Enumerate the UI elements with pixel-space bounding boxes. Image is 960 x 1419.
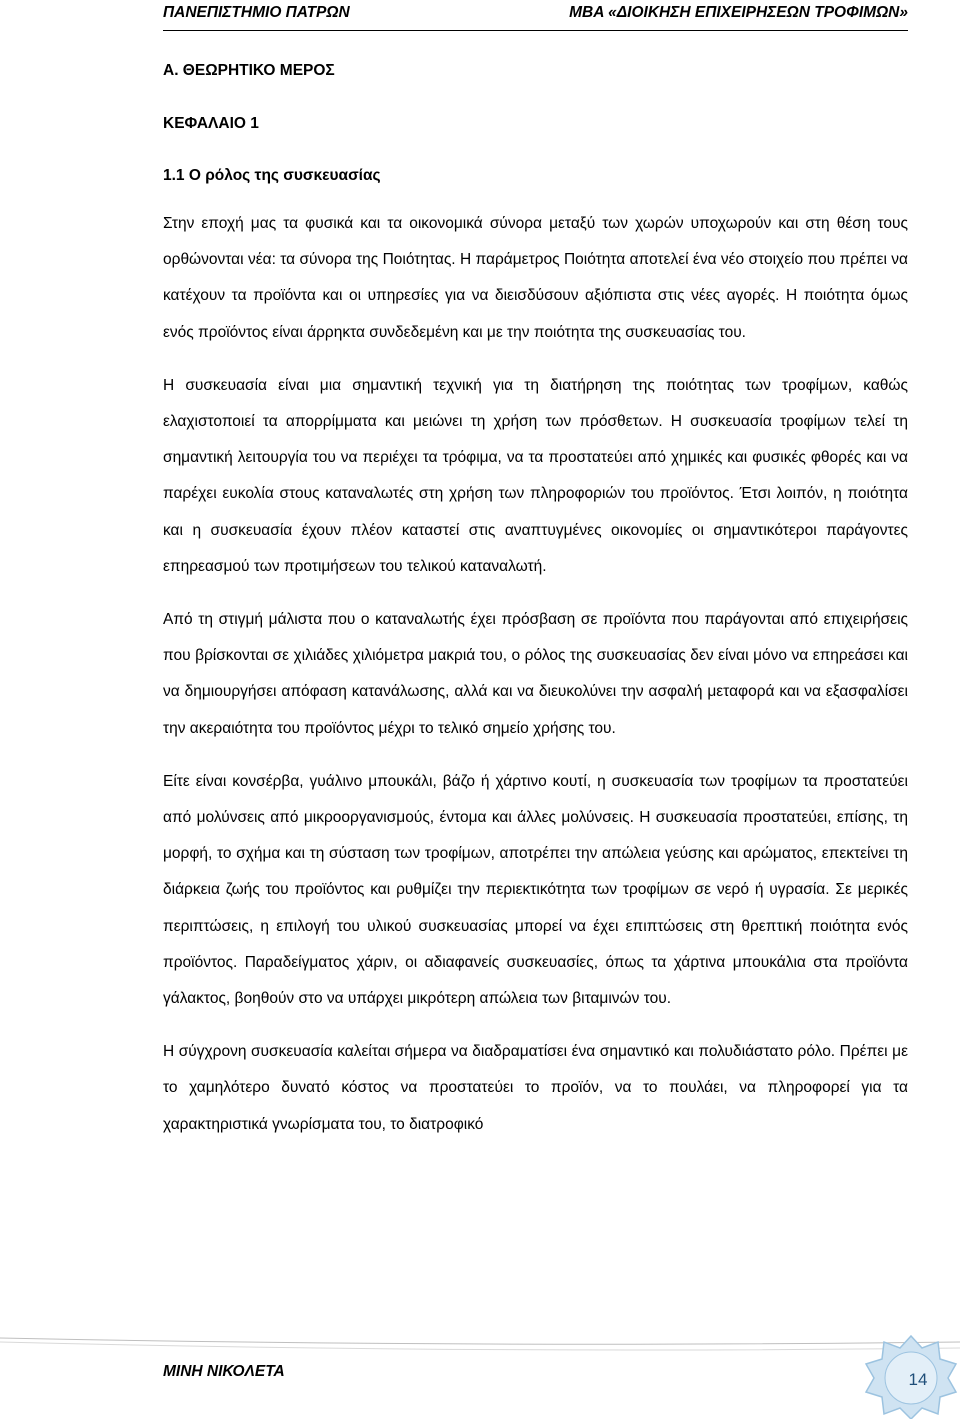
paragraph: Στην εποχή μας τα φυσικά και τα οικονομικά σύνορα μεταξύ των χωρών υποχωρούν και στη θέση τους ορθώνονται νέα: τα σύνορα της Ποιότητας. Η παράμετρος Ποιότητα αποτελεί ένα νέο στοιχείο που πρέπει να κατέχουν τα προϊόντα και οι υπηρεσίες για να διεισδύσουν αξιόπιστα στις νέες αγορές. Η ποιότητα όμως ενός προϊόντος είναι άρρηκτα συνδεδεμένη και με την ποιότητα της συσκευασίας του. (163, 215, 908, 341)
page-header (0, 0, 960, 32)
header-divider (163, 30, 908, 31)
footer-author: ΜΙΝΗ ΝΙΚΟΛΕΤΑ (163, 1363, 285, 1380)
page-number: 14 (908, 1370, 928, 1389)
footer-divider (0, 1320, 960, 1360)
section-heading: 1.1 Ο ρόλος της συσκευασίας (163, 167, 381, 184)
paragraph: Από τη στιγμή μάλιστα που ο καταναλωτής έχει πρόσβαση σε προϊόντα που παράγονται από επιχειρήσεις που βρίσκονται σε χιλιάδες χιλιόμετρα μακριά του, ο ρόλος της συσκευασίας δεν είναι μόνο να επηρεάσει και να δημιουργήσει απόφαση κατανάλωσης, αλλά και να διευκολύνει την ασφαλή μεταφορά και να εξασφαλίσει την ακεραιότητα του προϊόντος μέχρι το τελικό σημείο χρήσης του. (163, 611, 908, 737)
paragraph: Είτε είναι κονσέρβα, γυάλινο μπουκάλι, βάζο ή χάρτινο κουτί, η συσκευασία των τροφίμων τα προστατεύει από μολύνσεις από μικροοργανισμούς, έντομα και άλλες μολύνσεις. Η συσκευασία προστατεύει, επίσης, τη μορφή, το σχήμα και τη σύσταση των τροφίμων, αποτρέπει την απώλεια γεύσης και αρώματος, επεκτείνει τη διάρκεια ζωής του προϊόντος και ρυθμίζει την περιεκτικότητα των τροφίμων σε νερό ή υγρασία. Σε μερικές περιπτώσεις, η επιλογή του υλικού συσκευασίας μπορεί να έχει επιπτώσεις στη θρεπτική ποιότητα ενός προϊόντος. Παραδείγματος χάριν, οι αδιαφανείς συσκευασίες, όπως τα χάρτινα μπουκάλια στα προϊόντα γάλακτος, βοηθούν στο να υπάρχει μικρότερη απώλεια των βιταμινών του. (163, 772, 908, 1008)
paragraph: Η σύγχρονη συσκευασία καλείται σήμερα να διαδραματίσει ένα σημαντικό και πολυδιάστατο ρόλο. Πρέπει με το χαμηλότερο δυνατό κόστος να προστατεύει το προϊόν, να το πουλάει, να πληροφορεί για τα χαρακτηριστικά γνωρίσματα του, το διατροφικό (163, 1043, 908, 1133)
paragraph: Η συσκευασία είναι μια σημαντική τεχνική για τη διατήρηση της ποιότητας των τροφίμων, καθώς ελαχιστοποιεί τα απορρίμματα και μειώνει τη χρήση των πρόσθετων. Η συσκευασία τροφίμων τελεί τη σημαντική λειτουργία του να περιέχει τα τρόφιμα, να τα προστατεύει από χημικές και φυσικές φθορές και να παρέχει ευκολία στους καταναλωτές στη χρήση των πληροφοριών του προϊόντος. Έτσι λοιπόν, η ποιότητα και η συσκευασία έχουν πλέον καταστεί στις αναπτυγμένες οικονομίες οι σημαντικότεροι παράγοντες επηρεασμού των προτιμήσεων του τελικού καταναλωτή. (163, 376, 908, 575)
chapter-heading: ΚΕΦΑΛΑΙΟ 1 (163, 115, 259, 132)
header-program: ΜΒΑ «ΔΙΟΙΚΗΣΗ ΕΠΙΧΕΙΡΗΣΕΩΝ ΤΡΟΦΙΜΩΝ» (569, 4, 908, 21)
header-university: ΠΑΝΕΠΙΣΤΗΜΙΟ ΠΑΤΡΩΝ (163, 4, 350, 21)
page-content (163, 62, 908, 1143)
part-heading: Α. ΘΕΩΡΗΤΙΚΟ ΜΕΡΟΣ (163, 62, 335, 79)
